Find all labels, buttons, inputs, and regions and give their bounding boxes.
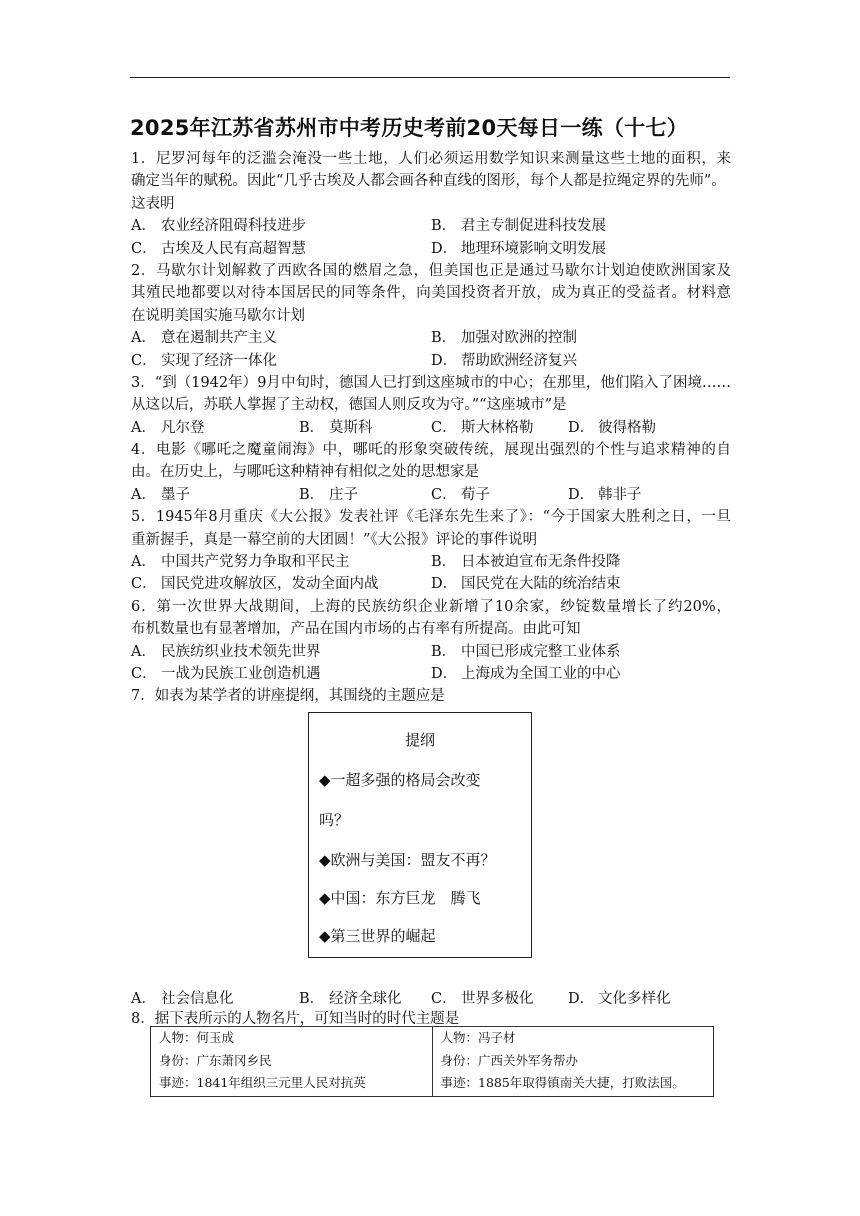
- option-row: [131, 641, 731, 663]
- option-d[interactable]: D． 上海成为全国工业的中心: [431, 665, 621, 682]
- question-text: 5．1945年8月重庆《大公报》发表社评《毛泽东先生来了》：“今于国家大胜利之日，一旦: [131, 509, 731, 526]
- question-list: [131, 148, 731, 1028]
- card-field: 事迹：1885年取得镇南关大捷，打败法国。: [440, 1075, 685, 1090]
- outline-item: ◆一超多强的格局会改变: [319, 770, 481, 789]
- question-text: 2．马歇尔计划解救了西欧各国的燃眉之急，但美国也正是通过马歇尔计划迫使欧洲国家及: [131, 262, 731, 279]
- header-rule: [130, 77, 730, 78]
- question-4: [131, 439, 731, 506]
- option-b[interactable]: B． 日本被迫宣布无条件投降: [431, 554, 621, 571]
- option-a[interactable]: A． 农业经济阻碍科技进步: [131, 218, 306, 235]
- option-a[interactable]: A． 意在遏制共产主义: [131, 330, 277, 347]
- option-c[interactable]: C． 国民党进攻解放区，发动全面内战: [131, 576, 379, 593]
- card-field: 人物：冯子材: [440, 1030, 516, 1045]
- question-text: 重新握手，真是一幕空前的大团圆！”《大公报》评论的事件说明: [131, 531, 538, 548]
- option-b[interactable]: B． 莫斯科: [299, 419, 373, 436]
- option-d[interactable]: D． 国民党在大陆的统治结束: [431, 576, 621, 593]
- question-text: 4．电影《哪吒之魔童闹海》中，哪吒的形象突破传统，展现出强烈的个性与追求精神的自: [131, 442, 731, 459]
- option-b[interactable]: B． 中国已形成完整工业体系: [431, 643, 621, 660]
- option-row: [131, 663, 731, 685]
- question-7: [131, 685, 731, 1010]
- card-field: 身份：广东萧冈乡民: [159, 1052, 272, 1068]
- outline-item: ◆欧洲与美国：盟友不再？: [319, 850, 496, 869]
- question-text: 其殖民地都要以对待本国居民的同等条件，向美国投资者开放，成为真正的受益者。材料意: [131, 285, 731, 302]
- person-card-left: [151, 1027, 433, 1097]
- card-field: 事迹：1841年组织三元里人民对抗英: [159, 1075, 366, 1090]
- question-text: 布机数量也有显著增加，产品在国内市场的占有率有所提高。由此可知: [131, 621, 581, 638]
- option-c[interactable]: C． 斯大林格勒: [431, 419, 534, 436]
- option-c[interactable]: C． 一战为民族工业创造机遇: [131, 665, 321, 682]
- option-b[interactable]: B． 君主专制促进科技发展: [431, 218, 606, 235]
- option-c[interactable]: C． 古埃及人民有高超智慧: [131, 240, 306, 257]
- outline-item: ◆中国：东方巨龙 腾飞: [319, 888, 481, 907]
- question-3: [131, 372, 731, 439]
- option-row: [131, 238, 731, 260]
- question-6: [131, 596, 731, 686]
- option-row: [131, 551, 731, 573]
- option-row: [131, 988, 731, 1010]
- question-text: 6．第一次世界大战期间，上海的民族纺织企业新增了10余家，纱锭数量增长了约20%，: [131, 598, 731, 615]
- option-d[interactable]: D． 帮助欧洲经济复兴: [431, 352, 577, 369]
- question-text: 在说明美国实施马歇尔计划: [131, 307, 305, 324]
- option-row: [131, 327, 731, 349]
- option-row: [131, 573, 731, 595]
- option-c[interactable]: C． 世界多极化: [431, 990, 534, 1007]
- question-text: 1．尼罗河每年的泛滥会淹没一些土地，人们必须运用数学知识来测量这些土地的面积，来: [131, 151, 731, 167]
- option-a[interactable]: A． 凡尔登: [131, 419, 205, 436]
- option-row: [131, 417, 731, 439]
- option-d[interactable]: D． 文化多样化: [568, 990, 671, 1007]
- option-d[interactable]: D． 地理环境影响文明发展: [431, 240, 606, 257]
- outline-title: 提纲: [404, 730, 435, 749]
- option-c[interactable]: C． 实现了经济一体化: [131, 352, 277, 369]
- option-d[interactable]: D． 韩非子: [568, 486, 642, 503]
- option-a[interactable]: A． 墨子: [131, 486, 190, 503]
- outline-figure: [131, 708, 731, 988]
- lecture-outline-box: [308, 712, 532, 958]
- option-d[interactable]: D． 彼得格勒: [568, 419, 656, 436]
- option-a[interactable]: A． 民族纺织业技术领先世界: [131, 643, 321, 660]
- option-a[interactable]: A． 社会信息化: [131, 990, 234, 1007]
- question-text: 8．据下表所示的人物名片，可知当时的时代主题是: [131, 1011, 460, 1028]
- page-title: 2025年江苏省苏州市中考历史考前20天每日一练（十七）: [130, 116, 689, 140]
- question-5: [131, 506, 731, 596]
- outline-item: ◆第三世界的崛起: [319, 926, 436, 945]
- option-row: [131, 484, 731, 506]
- card-field: 身份：广西关外军务帮办: [440, 1052, 579, 1068]
- option-a[interactable]: A． 中国共产党努力争取和平民主: [131, 554, 350, 571]
- card-field: 人物：何玉成: [159, 1030, 235, 1045]
- question-1: [131, 148, 731, 260]
- question-text: 7．如表为某学者的讲座提纲，其围绕的主题应是: [131, 688, 445, 705]
- question-text: 确定当年的赋税。因此“几乎古埃及人都会画各种直线的图形，每个人都是拉绳定界的先师”。: [131, 173, 726, 190]
- option-row: [131, 350, 731, 372]
- option-b[interactable]: B． 庄子: [299, 486, 358, 503]
- question-text: 3．“到（1942年）9月中旬时，德国人已打到这座城市的中心；在那里，他们陷入了困境……: [131, 374, 731, 391]
- question-2: [131, 260, 731, 372]
- person-card-right: [432, 1027, 714, 1097]
- question-text: 从这以后，苏联人掌握了主动权，德国人则反攻为守。”“这座城市”是: [131, 397, 567, 414]
- question-text: 这表明: [131, 195, 175, 212]
- option-c[interactable]: C． 荀子: [431, 486, 490, 503]
- option-row: [131, 215, 731, 237]
- question-text: 由。在历史上，与哪吒这种精神有相似之处的思想家是: [131, 464, 479, 481]
- person-card-table: [150, 1026, 714, 1097]
- outline-item: 吗？: [319, 810, 350, 829]
- option-b[interactable]: B． 经济全球化: [299, 990, 402, 1007]
- option-b[interactable]: B． 加强对欧洲的控制: [431, 330, 577, 347]
